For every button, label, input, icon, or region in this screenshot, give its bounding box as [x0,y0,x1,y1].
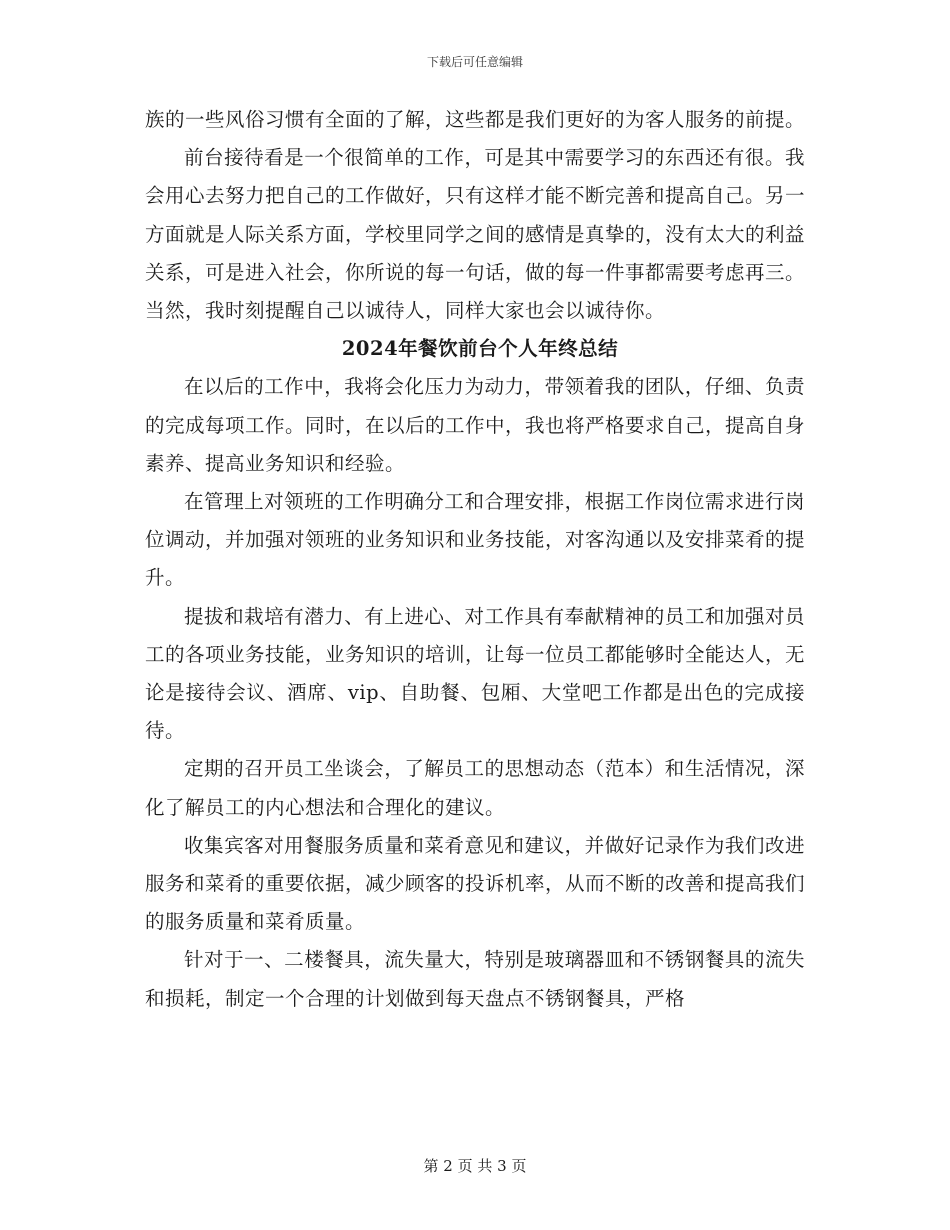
paragraph-continued: 族的一些风俗习惯有全面的了解，这些都是我们更好的为客人服务的前提。 [145,108,806,131]
paragraph-future-work: 在以后的工作中，我将会化压力为动力，带领着我的团队，仔细、负责的完成每项工作。同时，在以后的工作中，我也将严格要求自己，提高自身素养、提高业务知识和经验。 [145,375,806,475]
page-footer: 第 2 页 共 3 页 [423,1157,527,1175]
paragraph-management: 在管理上对领班的工作明确分工和合理安排，根据工作岗位需求进行岗位调动，并加强对领班的业务知识和业务技能，对客沟通以及安排菜肴的提升。 [145,490,806,590]
paragraph-tableware: 针对于一、二楼餐具，流失量大，特别是玻璃器皿和不锈钢餐具的流失和损耗，制定一个合理的计划做到每天盘点不锈钢餐具，严格 [145,948,805,1010]
document-body [145,101,805,1018]
paragraph-staff-training: 提拔和栽培有潜力、有上进心、对工作具有奉献精神的员工和加强对员工的各项业务技能，业务知识的培训，让每一位员工都能够时全能达人，无论是接待会议、酒席、vip、自助餐、包厢、大堂吧工作都是出色的完成接待。 [145,604,806,743]
paragraph-guest-feedback: 收集宾客对用餐服务质量和菜肴意见和建议，并做好记录作为我们改进服务和菜肴的重要依据，减少顾客的投诉机率，从而不断的改善和提高我们的服务质量和菜肴质量。 [145,833,806,934]
section-title: 2024年餐饮前台个人年终总结 [341,337,619,361]
paragraph-staff-meeting: 定期的召开员工坐谈会，了解员工的思想动态（范本）和生活情况，深化了解员工的内心想法和合理化的建议。 [145,757,805,819]
page-header: 下载后可任意编辑 [426,55,523,69]
paragraph-front-desk: 前台接待看是一个很简单的工作，可是其中需要学习的东西还有很。我会用心去努力把自己的工作做好，只有这样才能不断完善和提高自己。另一方面就是人际关系方面，学校里同学之间的感情是真挚的，没有太大的利益关系，可是进入社会，你所说的每一句话，做的每一件事都需要考虑再三。当然，我时刻提醒自己以诚待人，同样大家也会以诚待你。 [145,146,806,323]
